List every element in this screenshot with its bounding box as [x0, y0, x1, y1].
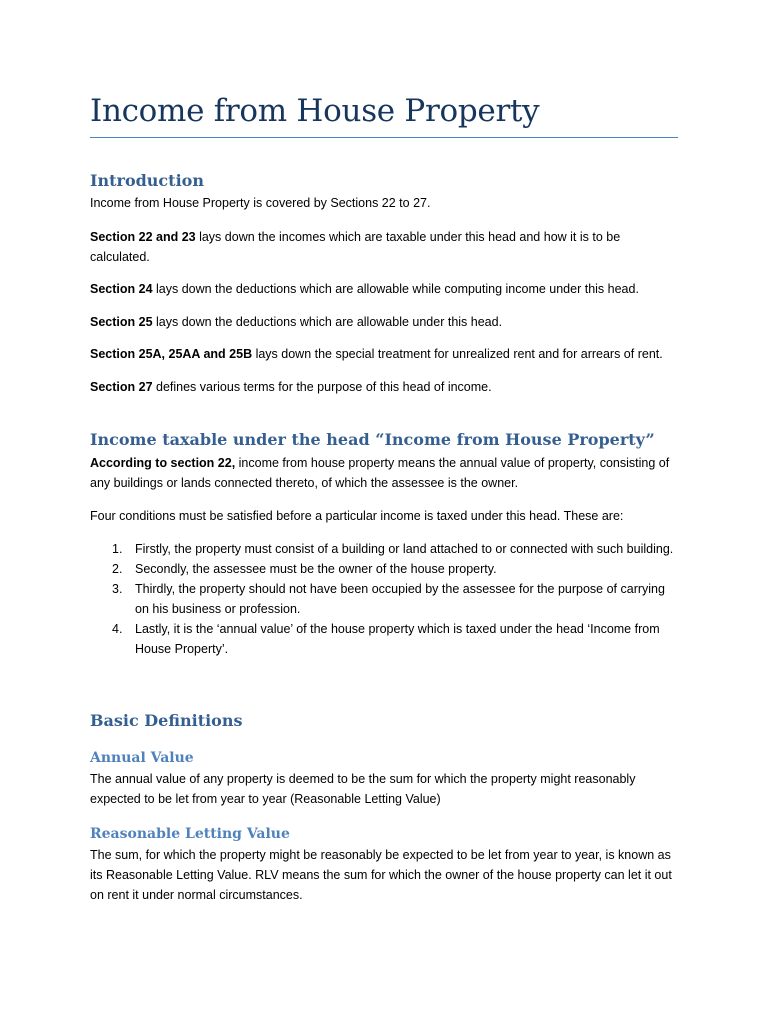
intro-text-5: lays down the special treatment for unrealized rent and for arrears of rent. — [252, 347, 663, 361]
list-item-text: Firstly, the property must consist of a building or land attached to or connected with such building. — [135, 542, 674, 556]
definitions-section — [90, 711, 680, 731]
page-title: Income from House Property — [90, 93, 540, 129]
annual-value-text: The annual value of any property is deemed to be the sum for which the property might reasonably expected to be let from year to year (Reasonable Letting Value) — [90, 772, 636, 806]
list-item — [90, 559, 680, 579]
taxable-paragraph-1 — [90, 453, 680, 493]
list-item-number: 1. — [112, 542, 123, 556]
intro-paragraph-3 — [90, 279, 680, 299]
taxable-heading: Income taxable under the head “Income from House Property” — [90, 430, 655, 449]
conditions-list — [90, 539, 680, 659]
annual-value-heading: Annual Value — [90, 750, 194, 766]
intro-paragraph-6 — [90, 377, 680, 397]
intro-paragraph-4 — [90, 312, 680, 332]
intro-bold-5: Section 25A, 25AA and 25B — [90, 347, 253, 361]
intro-text-6: defines various terms for the purpose of this head of income. — [152, 380, 492, 394]
list-item — [90, 579, 680, 619]
list-item-number: 3. — [112, 582, 123, 596]
title-rule — [90, 137, 678, 138]
list-item-text: Lastly, it is the ‘annual value’ of the house property which is taxed under the head ‘Income from House Property’. — [135, 622, 660, 656]
definitions-heading: Basic Definitions — [90, 711, 243, 730]
intro-bold-2: Section 22 and 23 — [90, 230, 196, 244]
intro-paragraph-1 — [90, 193, 680, 213]
intro-bold-4: Section 25 — [90, 315, 153, 329]
intro-text-3: lays down the deductions which are allowable while computing income under this head. — [152, 282, 639, 296]
intro-text-4: lays down the deductions which are allowable under this head. — [152, 315, 503, 329]
list-item — [90, 539, 680, 559]
introduction-heading: Introduction — [90, 171, 204, 190]
taxable-paragraph-2 — [90, 506, 680, 526]
rlv-paragraph — [90, 845, 680, 905]
intro-text-2: lays down the incomes which are taxable under this head and how it is to be calculated. — [90, 230, 621, 264]
list-item — [90, 619, 680, 659]
taxable-text-1: income from house property means the annual value of property, consisting of any buildings or lands connected thereto, of which the assessee is the owner. — [90, 456, 670, 490]
intro-bold-3: Section 24 — [90, 282, 153, 296]
rlv-heading: Reasonable Letting Value — [90, 826, 290, 842]
annual-value-paragraph — [90, 769, 680, 809]
taxable-section — [90, 430, 680, 450]
introduction-section — [90, 171, 680, 191]
rlv-subsection — [90, 825, 680, 843]
intro-paragraph-2 — [90, 227, 680, 267]
taxable-text-2: Four conditions must be satisfied before a particular income is taxed under this head. These are: — [90, 509, 624, 523]
taxable-bold-1: According to section 22, — [90, 456, 236, 470]
rlv-text: The sum, for which the property might be reasonably be expected to be let from year to year, is known as its Reasonable Letting Value. RLV means the sum for which the owner of the house property can let it out on rent it under normal circumstances. — [90, 848, 672, 902]
list-item-text: Thirdly, the property should not have been occupied by the assessee for the purpose of carrying on his business or profession. — [135, 582, 665, 616]
list-item-number: 2. — [112, 562, 123, 576]
intro-text-1: Income from House Property is covered by Sections 22 to 27. — [90, 196, 431, 210]
list-item-text: Secondly, the assessee must be the owner of the house property. — [135, 562, 497, 576]
intro-paragraph-5 — [90, 344, 680, 364]
annual-value-subsection — [90, 749, 680, 767]
list-item-number: 4. — [112, 622, 123, 636]
intro-bold-6: Section 27 — [90, 380, 153, 394]
